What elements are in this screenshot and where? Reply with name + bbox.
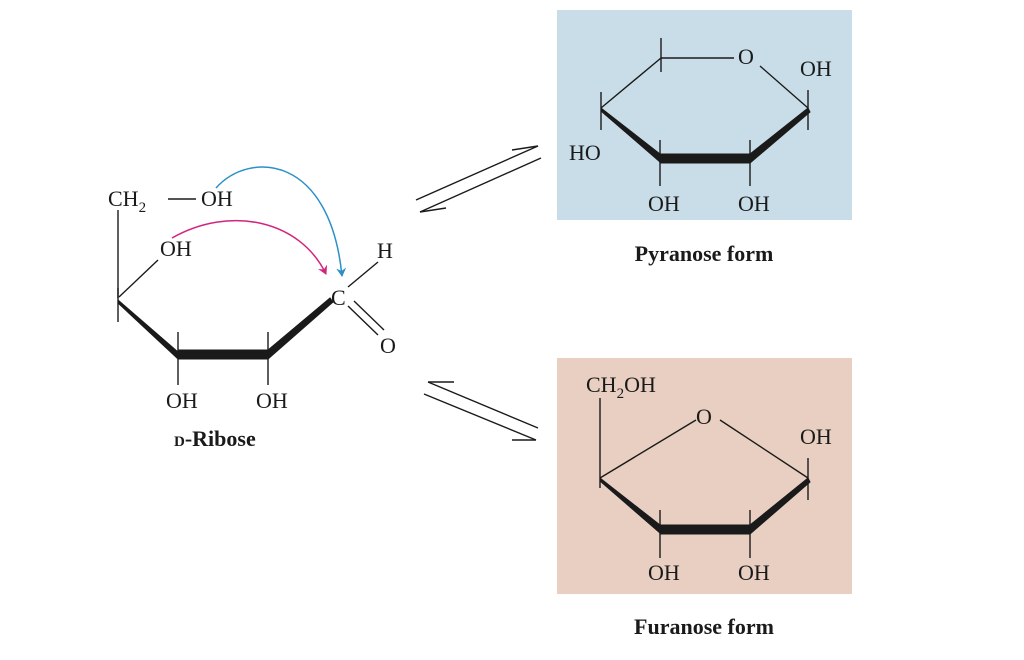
ribose-oh-ring-bond (119, 260, 158, 297)
furanose-oh-right: OH (800, 424, 832, 449)
ribose-structure (108, 167, 396, 451)
ribose-caption: D-Ribose (174, 426, 256, 451)
furanose-bold-bottom (660, 525, 750, 534)
furanose-o-label: O (696, 404, 712, 429)
equilibrium-arrows-upper (416, 146, 541, 212)
pyranose-bold-bottom (660, 154, 750, 163)
equilibrium-arrows-lower (424, 382, 538, 440)
lower-reverse-arrow (428, 382, 538, 428)
ribose-oh-ring: OH (160, 236, 192, 261)
ribose-wedge-right (268, 298, 333, 359)
ribose-c-h-bond (348, 262, 378, 287)
pyranose-oh-bottom-right: OH (738, 191, 770, 216)
ribose-bold-bottom (178, 350, 268, 359)
ribose-c-label: C (331, 285, 346, 310)
ribose-h-label: H (377, 238, 393, 263)
ribose-wedge-left (118, 300, 178, 359)
furanose-oh-bottom-left: OH (648, 560, 680, 585)
pyranose-ho-left: HO (569, 140, 601, 165)
furanose-ch2oh-label: $CH_2OH$ (586, 372, 656, 402)
pyranose-caption: Pyranose form (634, 241, 774, 266)
blue-curved-arrow (216, 167, 342, 276)
furanose-caption: Furanose form (634, 614, 774, 639)
lower-forward-arrow (424, 394, 536, 440)
furanose-oh-bottom-right: OH (738, 560, 770, 585)
ribose-oh-bottom-left: OH (166, 388, 198, 413)
pyranose-oh-bottom-left: OH (648, 191, 680, 216)
magenta-curved-arrow (172, 221, 326, 274)
ribose-oh-top: OH (201, 186, 233, 211)
upper-reverse-arrow (420, 158, 541, 212)
ribose-oh-bottom-right: OH (256, 388, 288, 413)
pyranose-oh-right: OH (800, 56, 832, 81)
pyranose-o-label: O (738, 44, 754, 69)
ribose-ch2-label: $CH_2$ (108, 186, 147, 216)
ribose-o-label: O (380, 333, 396, 358)
upper-forward-arrow (416, 146, 538, 200)
